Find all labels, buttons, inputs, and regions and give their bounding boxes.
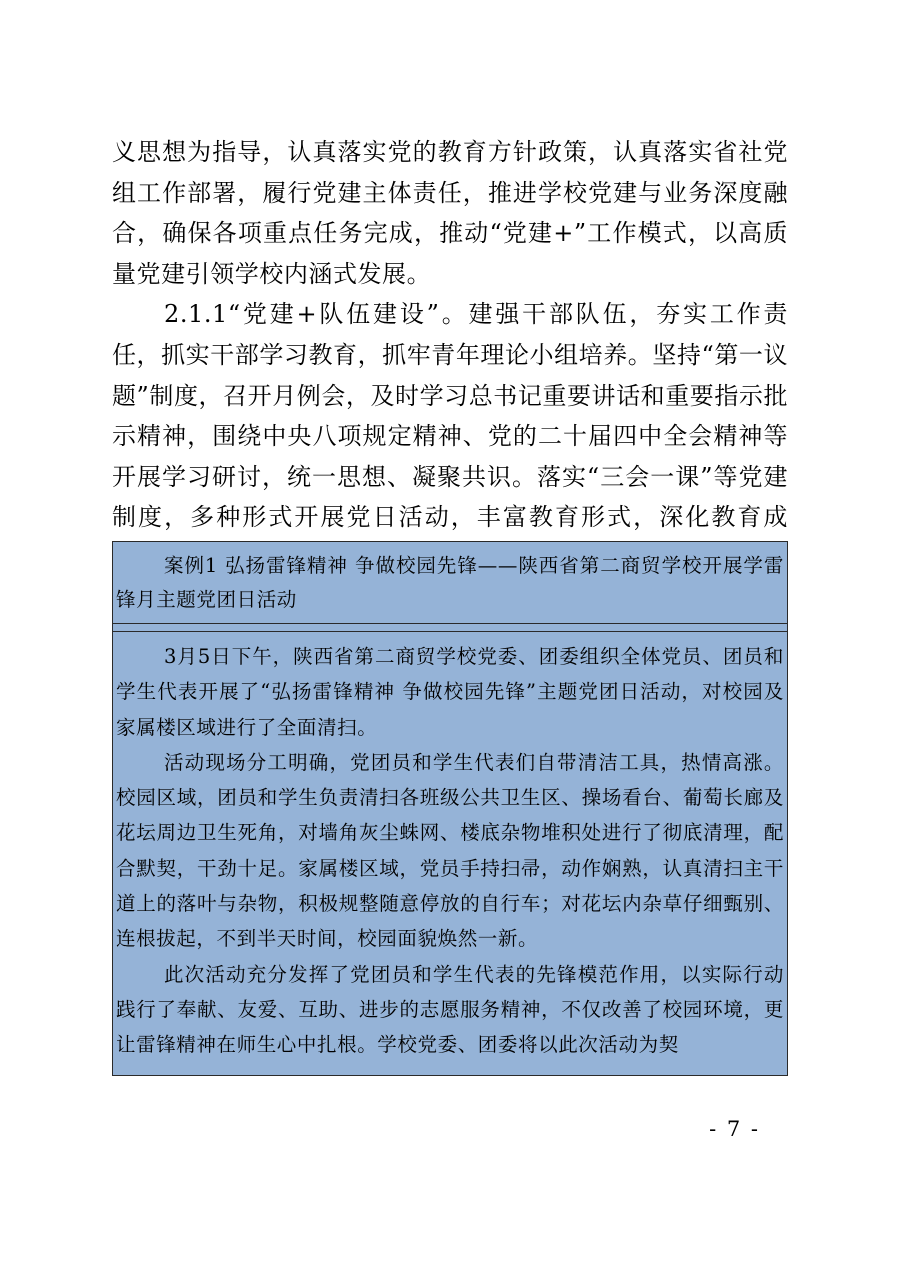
case-title: 案例1 弘扬雷锋精神 争做校园先锋——陕西省第二商贸学校开展学雷锋月主题党团日活动 — [113, 542, 787, 624]
page-number: - 7 - — [709, 1117, 760, 1141]
body-paragraph: 2.1.1“党建+队伍建设”。建强干部队伍，夯实工作责任，抓实干部学习教育，抓牢青年理论小组培养。坚持“第一议题”制度，召开月例会，及时学习总书记重要讲话和重要指示批示精神，围绕中央八项规定精神、党的二十届四中全会精神等开展学习研讨，统一思想、凝聚共识。落实“三会一课”等党建制度，多种形式开展党日活动，丰富教育形式，深化教育成 — [112, 300, 788, 532]
case-paragraph: 3月5日下午，陕西省第二商贸学校党委、团委组织全体党员、团员和学生代表开展了“弘扬雷锋精神 争做校园先锋”主题党团日活动，对校园及家属楼区域进行了全面清扫。 — [116, 645, 784, 739]
case-paragraph: 此次活动充分发挥了党团员和学生代表的先锋模范作用，以实际行动践行了奉献、友爱、互助、进步的志愿服务精神，不仅改善了校园环境，更让雷锋精神在师生心中扎根。学校党委、团委将以此次活动为契 — [116, 962, 784, 1057]
case-paragraph: 活动现场分工明确，党团员和学生代表们自带清洁工具，热情高涨。校园区域，团员和学生负责清扫各班级公共卫生区、操场看台、葡萄长廊及花坛周边卫生死角，对墙角灰尘蛛网、楼底杂物堆积处进行了彻底清理，配合默契，干劲十足。家属楼区域，党员手持扫帚，动作娴熟，认真清扫主干道上的落叶与杂物，积极规整随意停放的自行车；对花坛内杂草仔细甄别、连根拔起，不到半天时间，校园面貌焕然一新。 — [116, 750, 784, 951]
body-paragraph: 义思想为指导，认真落实党的教育方针政策，认真落实省社党组工作部署，履行党建主体责任，推进学校党建与业务深度融合，确保各项重点任务完成，推动“党建+”工作模式，以高质量党建引领学校内涵式发展。 — [112, 138, 788, 288]
case-body — [113, 631, 787, 1075]
body-text — [112, 132, 788, 579]
case-box — [112, 541, 788, 1076]
